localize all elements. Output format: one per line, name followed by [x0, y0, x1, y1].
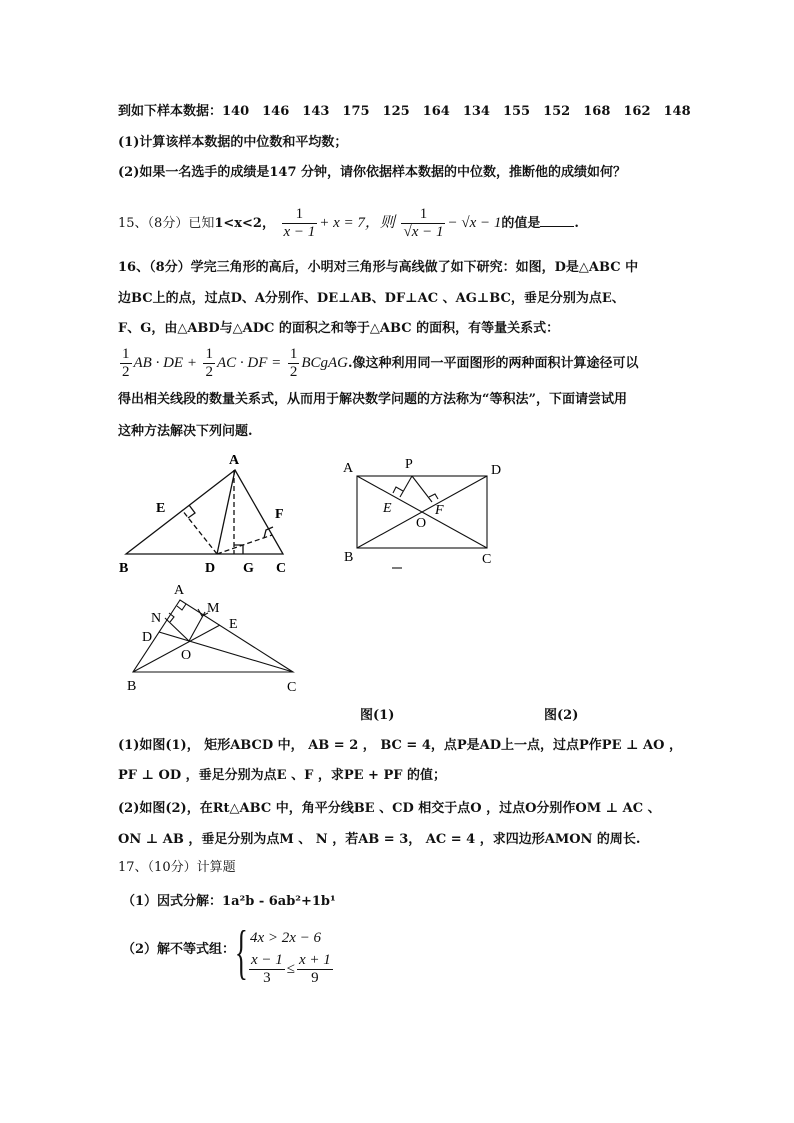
q16-part1-line2: PF ⊥ OD ，垂足分别为点E 、F ，求PE + PF 的值；: [118, 768, 447, 783]
q14-data-line: 到如下样本数据：140 146 143 175 125 164 134 155 152 168 162 148: [118, 104, 691, 119]
fraction-left: [249, 952, 285, 987]
q17-part2-label: （2）解不等式组：: [122, 942, 236, 957]
q16-line1: 16、（8分）学完三角形的高后，小明对三角形与高线做了如下研究：如图，D是△ABC 中: [118, 260, 639, 275]
label-D: D: [142, 630, 153, 645]
label-B: B: [127, 679, 137, 694]
label-F: F: [275, 507, 284, 522]
frac-den: 3: [263, 970, 271, 986]
q14-part2: (2)如果一名选手的成绩是147 分钟，请你依据样本数据的中位数，推断他的成绩如何？: [118, 165, 627, 180]
label-B: B: [119, 561, 129, 576]
label-P: P: [405, 457, 413, 472]
label-C: C: [276, 561, 287, 576]
label-E: E: [156, 501, 166, 516]
label-E: E: [383, 501, 392, 516]
label-O: O: [416, 516, 427, 531]
label-D: D: [205, 561, 216, 576]
q17-part1: [122, 894, 336, 910]
frac-num: 1: [205, 346, 213, 362]
q15-suffix: 的值是: [501, 216, 541, 231]
frac-den: 2: [205, 364, 213, 380]
q17-title: 17、（10分）计算题: [118, 860, 236, 875]
frac-num: 1: [401, 206, 445, 224]
q16-line3: F、G，由△ABD与△ADC 的面积之和等于△ABC 的面积，有等量关系式：: [118, 321, 560, 336]
label-E: E: [229, 617, 238, 632]
q17-part1-expression: 1a²b - 6ab²+1b¹: [222, 894, 336, 909]
inequality-1: 4x > 2x − 6: [250, 930, 322, 946]
label-D: D: [491, 463, 502, 478]
label-F: F: [435, 503, 444, 518]
frac-num: 1: [282, 206, 318, 224]
q15-cond: 1<x<2，: [214, 216, 275, 231]
label-A: A: [343, 461, 354, 476]
term3: BCgAG: [301, 355, 348, 371]
frac-num: 1: [289, 346, 298, 362]
frac-den: √x − 1: [403, 224, 444, 240]
q16-line2: 边BC上的点，过点D、A分别作、DE⊥AB、DF⊥AC 、AG⊥BC，垂足分别为点E、: [118, 291, 625, 306]
q16-line5: 得出相关线段的数量关系式，从而用于解决数学问题的方法称为“等积法”，下面请尝试用: [118, 392, 627, 407]
label-M: M: [207, 601, 220, 616]
label-G: G: [243, 561, 254, 576]
frac-den: 2: [289, 364, 298, 380]
label-C: C: [482, 552, 492, 567]
q16-line6: 这种方法解决下列问题.: [118, 424, 253, 439]
label-A: A: [174, 583, 185, 598]
label-B: B: [344, 550, 354, 565]
q16-part1-line1: (1)如图(1)， 矩形ABCD 中， AB = 2 ， BC = 4，点P是AD上一点，过点P作PE ⊥ AO ，: [118, 738, 682, 753]
formula-rest: .像这种利用同一平面图形的两种面积计算途径可以: [347, 356, 639, 371]
label-A: A: [229, 453, 240, 468]
caption-fig1: 图(1): [360, 708, 395, 723]
inequality-2: [247, 952, 335, 987]
frac-den: 2: [122, 364, 130, 380]
label-O: O: [181, 648, 192, 663]
q15-prefix: 15、（8分）已知: [118, 216, 215, 231]
label-N: N: [151, 611, 162, 626]
q16-part2-line2: ON ⊥ AB ，垂足分别为点M 、 N ，若AB = 3， AC = 4 ，求四边形AMON 的周长.: [118, 832, 641, 847]
frac-num: x − 1: [251, 952, 283, 968]
q15-end: .: [574, 216, 579, 231]
frac-num: x + 1: [299, 952, 331, 968]
q14-part1: (1)计算该样本数据的中位数和平均数；: [118, 135, 348, 150]
system-brace: {: [234, 919, 248, 985]
q17-part1-label: （1）因式分解：: [122, 894, 223, 909]
leq-sign: ≤: [286, 961, 296, 977]
caption-fig2: 图(2): [544, 708, 579, 723]
label-C: C: [287, 680, 297, 695]
fraction-right: [297, 952, 333, 987]
frac-num: 1: [122, 346, 130, 362]
term1: AB · DE +: [133, 355, 197, 371]
q16-part2-line1: (2)如图(2)，在Rt△ABC 中，角平分线BE 、CD 相交于点O ，过点O分别作OM ⊥ AC 、: [118, 801, 661, 816]
frac-den: 9: [311, 970, 319, 986]
figure-triangle-altitude: [126, 470, 283, 554]
frac-den: x − 1: [283, 224, 316, 240]
q15-eq: + x = 7，则: [319, 215, 395, 231]
q15-minus: − √x − 1: [447, 215, 502, 231]
term2: AC · DF =: [216, 355, 282, 371]
